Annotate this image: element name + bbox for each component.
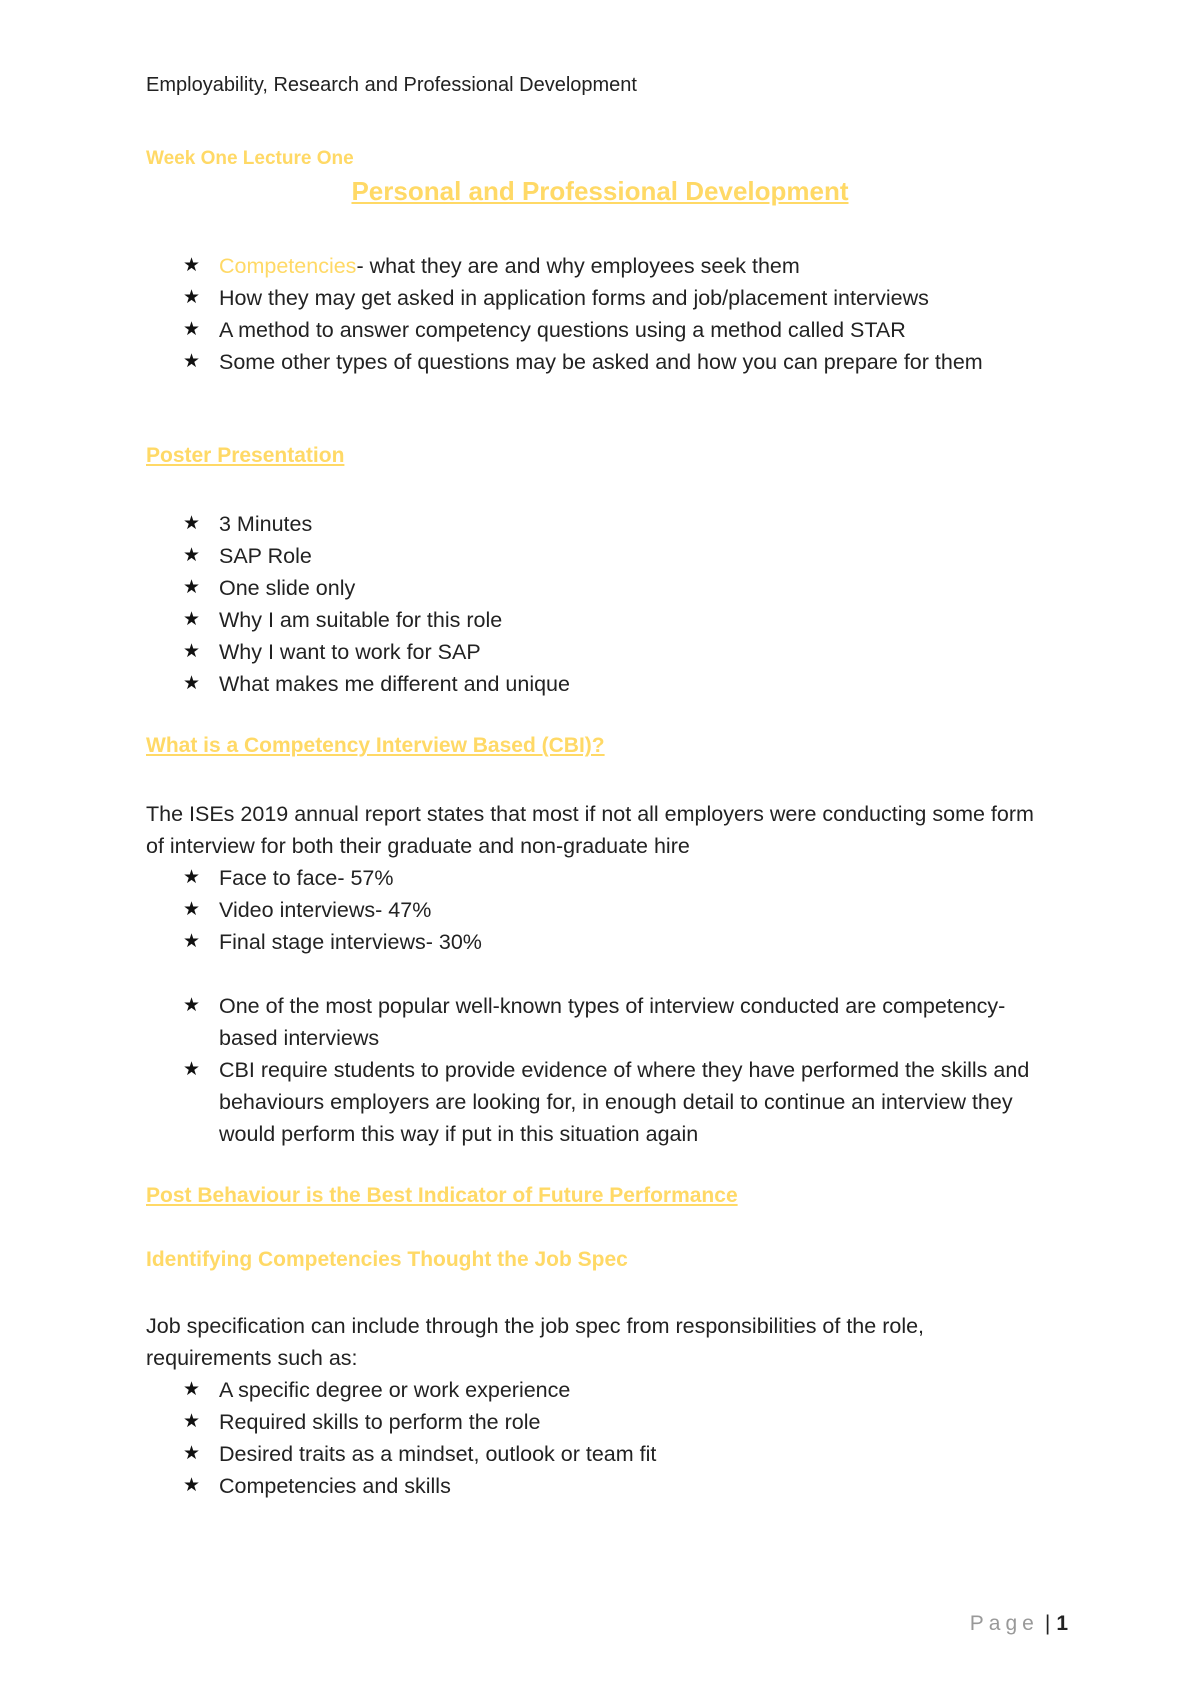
list-item-text: A method to answer competency questions using a method called STAR (219, 318, 906, 342)
list-item (146, 250, 1046, 282)
job-spec-paragraph: Job specification can include through the job spec from responsibilities of the role, requirements such as: (146, 1314, 925, 1370)
list-item-text: SAP Role (219, 544, 312, 568)
list-item-text: 3 Minutes (219, 512, 313, 536)
competencies-highlight: Competencies (219, 254, 357, 278)
list-item-text: Why I am suitable for this role (219, 608, 503, 632)
post-behaviour-section (146, 1184, 1046, 1208)
list-item (146, 636, 1046, 668)
star-icon: ★ (183, 1443, 201, 1464)
list-item (146, 314, 1046, 346)
star-icon: ★ (183, 351, 201, 372)
list-item-text: Final stage interviews- 30% (219, 930, 482, 954)
list-item-text: What makes me different and unique (219, 672, 570, 696)
star-icon: ★ (183, 319, 201, 340)
post-behaviour-heading: Post Behaviour is the Best Indicator of Future Performance (146, 1184, 738, 1207)
list-item-text: Video interviews- 47% (219, 898, 432, 922)
poster-heading: Poster Presentation (146, 444, 345, 467)
list-item (146, 894, 1046, 926)
list-item (146, 346, 1046, 378)
star-icon: ★ (183, 513, 201, 534)
cbi-body (146, 798, 1046, 958)
star-icon: ★ (183, 673, 201, 694)
star-icon: ★ (183, 287, 201, 308)
list-item (146, 1406, 1046, 1438)
cbi-points (146, 990, 1046, 1150)
poster-list (146, 508, 1046, 700)
job-spec-section (146, 1248, 1046, 1272)
list-item (146, 1054, 1046, 1150)
job-spec-heading: Identifying Competencies Thought the Job Spec (146, 1248, 628, 1271)
list-item-text: A specific degree or work experience (219, 1378, 571, 1402)
page-title: Personal and Professional Development (351, 176, 849, 206)
list-item (146, 1438, 1046, 1470)
star-icon: ★ (183, 577, 201, 598)
list-item-text: Face to face- 57% (219, 866, 394, 890)
list-item (146, 572, 1046, 604)
page-label: Page (969, 1612, 1039, 1635)
list-item (146, 862, 1046, 894)
star-icon: ★ (183, 641, 201, 662)
star-icon: ★ (183, 1059, 201, 1080)
list-item (146, 990, 1046, 1054)
list-item (146, 1374, 1046, 1406)
cbi-paragraph: The ISEs 2019 annual report states that most if not all employers were conducting some form of interview for both their graduate and non-graduate hire (146, 802, 1034, 858)
star-icon: ★ (183, 1475, 201, 1496)
list-item-text: Required skills to perform the role (219, 1410, 541, 1434)
list-item-text: How they may get asked in application forms and job/placement interviews (219, 286, 929, 310)
star-icon: ★ (183, 899, 201, 920)
intro-section (146, 250, 1046, 378)
list-item-text: - what they are and why employees seek them (356, 254, 800, 278)
star-icon: ★ (183, 255, 201, 276)
list-item-text: Competencies and skills (219, 1474, 451, 1498)
star-icon: ★ (183, 995, 201, 1016)
list-item (146, 668, 1046, 700)
list-item-text: Desired traits as a mindset, outlook or team fit (219, 1442, 657, 1466)
page-header: Employability, Research and Professional Development (146, 74, 637, 96)
star-icon: ★ (183, 931, 201, 952)
list-item-text: CBI require students to provide evidence of where they have performed the skills and behaviours employers are looking for, in enough detail to continue an interview they would perform this way if put in this situation again (219, 1058, 1030, 1146)
list-item (146, 1470, 1046, 1502)
star-icon: ★ (183, 867, 201, 888)
week-label: Week One Lecture One (146, 148, 354, 169)
cbi-section (146, 734, 1046, 758)
page-footer (970, 1612, 1068, 1636)
list-item (146, 282, 1046, 314)
star-icon: ★ (183, 609, 201, 630)
list-item-text: One of the most popular well-known types of interview conducted are competency-based interviews (219, 994, 1006, 1050)
job-spec-body (146, 1310, 1046, 1502)
star-icon: ★ (183, 545, 201, 566)
list-item (146, 508, 1046, 540)
star-icon: ★ (183, 1411, 201, 1432)
list-item-text: Why I want to work for SAP (219, 640, 481, 664)
list-item-text: Some other types of questions may be asked and how you can prepare for them (219, 350, 983, 374)
list-item (146, 540, 1046, 572)
poster-section (146, 444, 1046, 468)
list-item (146, 604, 1046, 636)
star-icon: ★ (183, 1379, 201, 1400)
list-item-text: One slide only (219, 576, 356, 600)
page-number: 1 (1056, 1612, 1068, 1635)
footer-divider: | (1044, 1612, 1051, 1635)
list-item (146, 926, 1046, 958)
cbi-heading: What is a Competency Interview Based (CBI)? (146, 734, 605, 757)
